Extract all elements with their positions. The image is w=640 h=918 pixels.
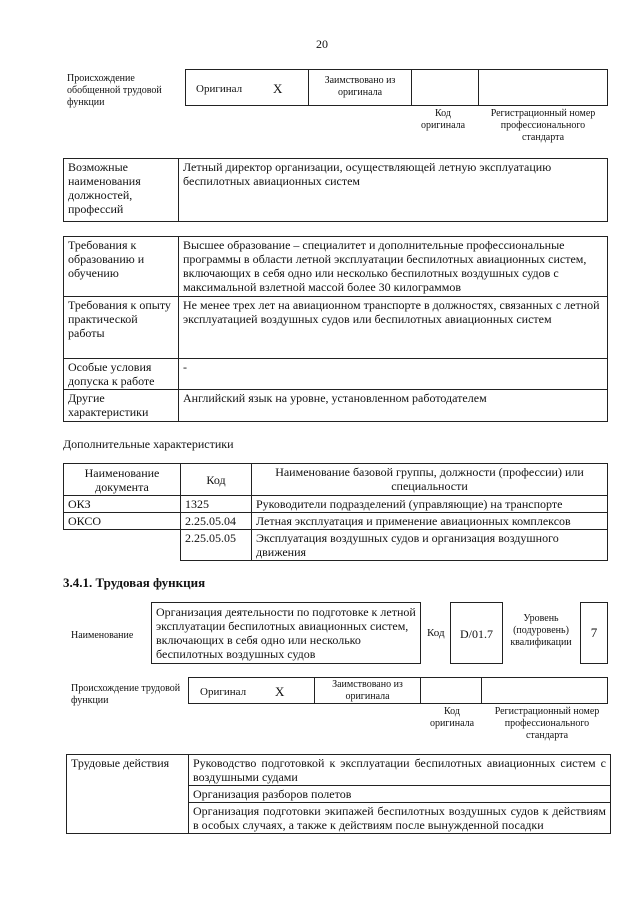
requirements-label: Требования к образованию и обучению: [64, 237, 179, 297]
additional-cell: Эксплуатация воздушных судов и организация воздушного движения: [252, 530, 608, 561]
positions-table: [63, 158, 608, 222]
function-origin-borrowed-label: Заимствовано из оригинала: [332, 679, 403, 702]
function-origin-code-caption: Код оригинала: [429, 706, 475, 729]
function-origin-label: Происхождение трудовой функции: [71, 683, 181, 706]
general-origin-mark: X: [273, 81, 283, 96]
requirements-label: Другие характеристики: [64, 390, 179, 422]
requirements-value: Английский язык на уровне, установленном работодателем: [179, 390, 608, 422]
function-heading: 3.4.1. Трудовая функция: [63, 575, 206, 590]
additional-header: Наименование базовой группы, должности (профессии) или специальности: [252, 464, 608, 496]
function-level-value: 7: [580, 602, 608, 664]
function-origin-code-cell: [420, 677, 482, 704]
function-origin-reg-cell: [481, 677, 608, 704]
additional-header: Код: [181, 464, 252, 496]
additional-cell: 1325: [181, 496, 252, 513]
requirements-label: Особые условия допуска к работе: [64, 359, 179, 390]
additional-header: Наименование документа: [64, 464, 181, 496]
requirements-label: Требования к опыту практической работы: [64, 297, 179, 359]
additional-heading: Дополнительные характеристики: [63, 437, 234, 451]
requirements-value: -: [179, 359, 608, 390]
additional-cell: ОКСО: [64, 513, 181, 530]
actions-item: Организация разборов полетов: [189, 786, 611, 803]
function-origin-reg-caption: Регистрационный номер профессионального стандарта: [494, 706, 600, 741]
additional-table: [63, 463, 608, 561]
page-number: 20: [316, 37, 328, 51]
additional-cell: ОКЗ: [64, 496, 181, 513]
function-origin-original-label: Оригинал: [200, 686, 247, 698]
general-origin-reg-cell: [478, 69, 608, 106]
requirements-table: [63, 236, 608, 422]
function-level-label: Уровень (подуровень) квалификации: [510, 613, 572, 648]
function-code-value: D/01.7: [450, 602, 503, 664]
general-origin-reg-caption: Регистрационный номер профессионального стандарта: [490, 108, 596, 143]
general-origin-original-label: Оригинал: [196, 83, 243, 95]
function-name-value: Организация деятельности по подготовке к летной эксплуатации беспилотных авиационных систем, включающих в себя одно или несколько беспилотных воздушных судов: [151, 602, 421, 664]
additional-cell: [64, 530, 181, 561]
additional-cell: 2.25.05.05: [181, 530, 252, 561]
actions-label: Трудовые действия: [67, 755, 189, 834]
function-name-label: Наименование: [71, 630, 134, 641]
additional-cell: Летная эксплуатация и применение авиационных комплексов: [252, 513, 608, 530]
positions-value: Летный директор организации, осуществляющей летную эксплуатацию беспилотных авиационных систем: [179, 159, 608, 222]
general-origin-code-cell: [411, 69, 479, 106]
general-origin-label: Происхождение обобщенной трудовой функции: [67, 73, 162, 108]
actions-item: Организация подготовки экипажей беспилотных воздушных судов к действиям в особых случаях, а также к действиям после вынужденной посадки: [189, 803, 611, 834]
additional-cell: 2.25.05.04: [181, 513, 252, 530]
positions-label: Возможные наименования должностей, профессий: [64, 159, 179, 222]
actions-table: [66, 754, 611, 834]
additional-cell: Руководители подразделений (управляющие) на транспорте: [252, 496, 608, 513]
requirements-value: Не менее трех лет на авиационном транспорте в должностях, связанных с летной эксплуатацией воздушных судов или беспилотных авиационных систем: [179, 297, 608, 359]
general-origin-borrowed-label: Заимствовано из оригинала: [324, 75, 396, 98]
actions-item: Руководство подготовкой к эксплуатации беспилотных авиационных систем с воздушными судами: [189, 755, 611, 786]
general-origin-code-caption: Код оригинала: [420, 108, 466, 131]
requirements-value: Высшее образование – специалитет и дополнительные профессиональные программы в области летной эксплуатации беспилотных авиационных систем, включающих в себя одно или несколько беспилотных воздушных судов с максимальной взлетной массой более 30 килограммов: [179, 237, 608, 297]
function-code-label: Код: [427, 627, 445, 639]
function-origin-mark: X: [275, 684, 285, 699]
